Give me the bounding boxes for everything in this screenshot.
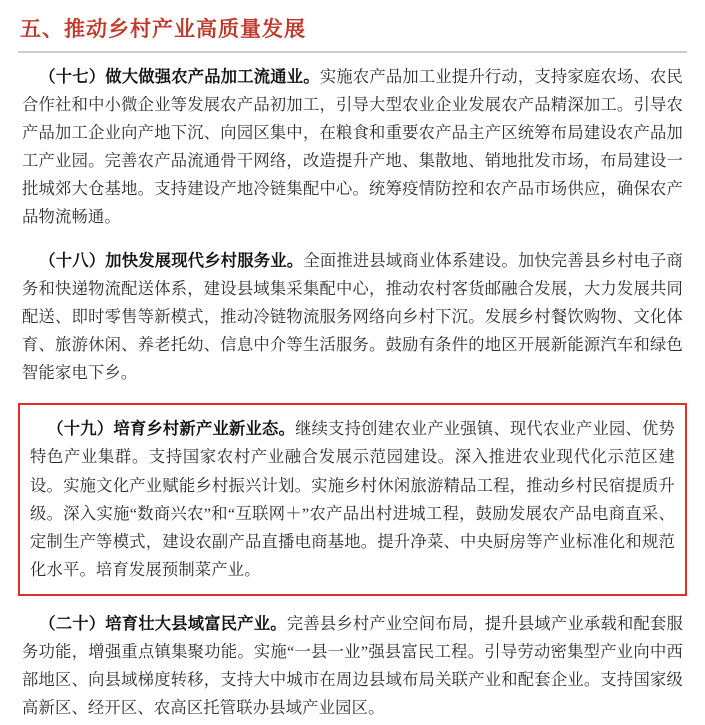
page-title: 五、推动乡村产业高质量发展 [20,18,306,41]
paragraph-17-body: 实施农产品加工业提升行动，支持家庭农场、农民合作社和中小微企业等发展农产品初加工，引导大型农业企业发展农产品精深加工。引导农产品加工企业向产地下沉、向园区集中，在粮食和重要农产品主产区统筹布局建设农产品加工产业园。完善农产品流通骨干网络，改造提升产地、集散地、销地批发市场，布局建设一批城郊大仓基地。支持建设产地冷链集配中心。统筹疫情防控和农产品市场供应，确保农产品物流畅通。 [22,67,683,227]
paragraph-18-body: 全面推进县域商业体系建设。加快完善县乡村电子商务和快递物流配送体系，建设县域集采集配中心，推动农村客货邮融合发展，大力发展共同配送、即时零售等新模式，推动冷链物流服务网络向乡村下沉。发展乡村餐饮购物、文化体育、旅游休闲、养老托幼、信息中介等生活服务。鼓励有条件的地区开展新能源汽车和绿色智能家电下乡。 [22,251,683,383]
paragraph-18-number: （十八） [39,251,106,271]
paragraph-17 [16,63,689,231]
paragraph-20-body: 完善县乡村产业空间布局，提升县域产业承载和配套服务功能，增强重点镇集聚功能。实施“一县一业”强县富民工程。引导劳动密集型产业向中西部地区、向县域梯度转移，支持大中城市在周边县域布局关联产业和配套企业。支持国家级高新区、经开区、农高区托管联办县域产业园区。 [22,613,683,717]
paragraph-19 [24,415,681,583]
paragraph-17-lead: 做大做强农产品加工流通业。 [105,67,320,87]
paragraph-18-lead: 加快发展现代乡村服务业。 [105,251,304,271]
paragraph-17-number: （十七） [39,67,106,87]
paragraph-19-lead: 培育乡村新产业新业态。 [113,419,296,439]
paragraph-19-body: 继续支持创建农业产业强镇、现代农业产业园、优势特色产业集群。支持国家农村产业融合发展示范园建设。深入推进农业现代化示范区建设。实施文化产业赋能乡村振兴计划。实施乡村休闲旅游精品工程，推动乡村民宿提质升级。深入实施“数商兴农”和“互联网＋”农产品出村进城工程，鼓励发展农产品电商直采、定制生产等模式，建设农副产品直播电商基地。提升净菜、中央厨房等产业标准化和规范化水平。培育发展预制菜产业。 [30,419,676,579]
highlight-box-paragraph-19 [18,403,687,595]
paragraph-20 [16,610,689,722]
heading-divider [18,51,687,53]
paragraph-18 [16,247,689,387]
paragraph-19-number: （十九） [47,419,114,439]
paragraph-20-number: （二十） [39,613,106,633]
paragraph-20-lead: 培育壮大县域富民产业。 [105,613,287,633]
